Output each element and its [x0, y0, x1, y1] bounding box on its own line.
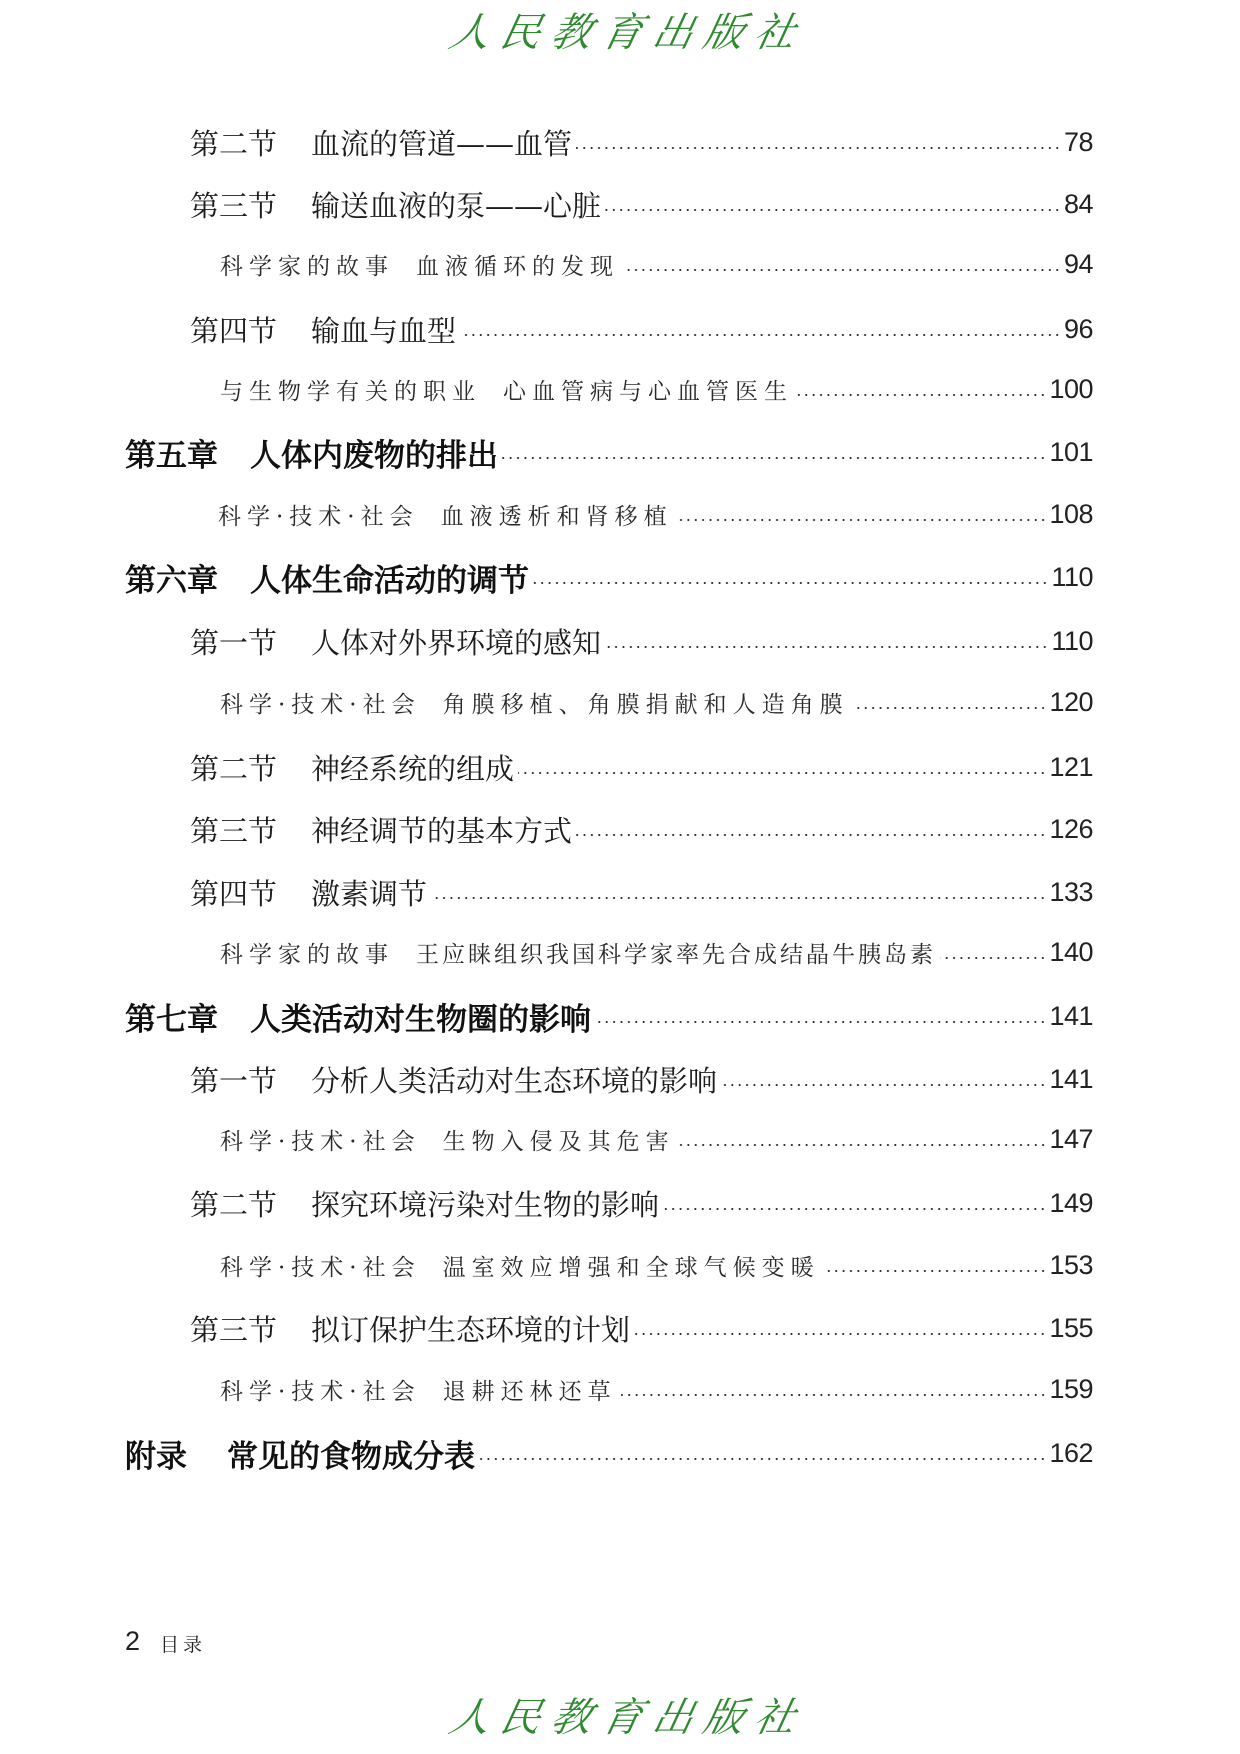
toc-entry-label [218, 498, 673, 531]
toc-entry-page: 94 [1063, 248, 1093, 279]
logo-char: 出 [648, 1695, 699, 1741]
toc-entry[interactable] [190, 809, 1093, 849]
toc-entry-number: 第三节 [190, 1312, 278, 1347]
toc-entry[interactable] [220, 1245, 1093, 1285]
toc-entry[interactable] [190, 309, 1093, 349]
dot-leader [518, 772, 1046, 774]
toc-entry-number: 科学·技术·社会 [218, 503, 419, 530]
logo-char: 育 [597, 1695, 648, 1741]
toc-entry-title: 心血管病与心血管医生 [503, 378, 793, 405]
logo-char: 人 [445, 1695, 495, 1741]
dot-leader [824, 1270, 1047, 1272]
toc-entry[interactable] [220, 1369, 1093, 1409]
toc-entry-number: 第二节 [190, 1187, 278, 1222]
toc-entry-number: 第六章 [125, 562, 218, 599]
toc-entry-page: 101 [1049, 436, 1093, 467]
toc-entry-page: 133 [1049, 876, 1093, 907]
toc-entry-number: 附录 [125, 1438, 187, 1475]
toc-entry[interactable] [190, 621, 1093, 661]
dot-leader [940, 957, 1046, 959]
toc-entry[interactable] [190, 747, 1093, 787]
toc-entry-number: 科学·技术·社会 [220, 1128, 421, 1155]
dot-leader [533, 582, 1048, 584]
toc-entry-number: 与生物学有关的职业 [220, 378, 481, 405]
toc-entry-label [190, 809, 572, 850]
logo-char: 育 [597, 10, 648, 56]
dot-leader [502, 457, 1046, 459]
toc-entry-number: 第二节 [190, 126, 278, 161]
toc-entry-label [190, 1183, 659, 1224]
toc-entry-title: 输送血液的泵——心脏 [311, 188, 602, 223]
toc-entry-page: 100 [1049, 373, 1093, 404]
toc-entry-label [190, 184, 601, 225]
toc-entry-title: 人体对外界环境的感知 [311, 625, 602, 660]
dot-leader [479, 1458, 1046, 1460]
toc-entry-title: 激素调节 [311, 876, 428, 911]
toc-entry-label [190, 621, 601, 662]
toc-entry-number: 科学·技术·社会 [220, 691, 421, 718]
toc-entry-title: 拟订保护生态环境的计划 [311, 1312, 631, 1347]
toc-entry-title: 血液透析和肾移植 [440, 503, 673, 530]
toc-entry-title: 人体生命活动的调节 [250, 562, 529, 599]
toc-entry-page: 110 [1051, 561, 1093, 592]
toc-entry[interactable] [190, 1059, 1093, 1099]
toc-entry-page: 84 [1063, 188, 1093, 219]
toc-entry-label [190, 309, 456, 350]
toc-entry-page: 96 [1063, 313, 1093, 344]
toc-entry[interactable] [220, 244, 1093, 284]
toc-chapter[interactable] [125, 996, 1093, 1036]
toc-entry-title: 常见的食物成分表 [227, 1438, 475, 1475]
toc-entry[interactable] [190, 872, 1093, 912]
publisher-logo-bottom [445, 1693, 801, 1743]
toc-entry[interactable] [220, 932, 1093, 972]
toc-entry-page: 121 [1049, 751, 1093, 782]
toc-entry[interactable] [220, 369, 1093, 409]
toc-entry-label [220, 248, 619, 281]
toc-entry-title: 人体内废物的排出 [250, 437, 498, 474]
toc-entry-page: 153 [1049, 1249, 1093, 1280]
toc-entry-page: 126 [1049, 813, 1093, 844]
dot-leader [460, 334, 1061, 336]
toc-entry-label [220, 936, 936, 969]
footer-page-number: 2 [125, 1626, 141, 1656]
toc-entry-page: 141 [1049, 1063, 1093, 1094]
toc-entry-title: 神经系统的组成 [311, 751, 515, 786]
logo-char: 社 [750, 1695, 800, 1741]
toc-entry-number: 第三节 [190, 188, 278, 223]
toc-entry-label [220, 1373, 617, 1406]
toc-entry-page: 147 [1049, 1123, 1093, 1154]
toc-entry-page: 78 [1063, 126, 1093, 157]
footer-section-label: 目录 [160, 1634, 207, 1656]
toc-entry-title: 神经调节的基本方式 [311, 813, 573, 848]
logo-char: 社 [750, 10, 800, 56]
dot-leader [634, 1333, 1046, 1335]
dot-leader [605, 646, 1048, 648]
toc-entry-label [220, 1249, 820, 1282]
toc-entry-page: 155 [1049, 1312, 1093, 1343]
dot-leader [576, 147, 1061, 149]
toc-entry-label [190, 747, 514, 788]
toc-entry-label [220, 686, 849, 719]
toc-entry-title: 角膜移植、角膜捐献和人造角膜 [442, 691, 849, 718]
toc-entry-number: 第三节 [190, 813, 278, 848]
toc-entry-number: 科学·技术·社会 [220, 1378, 421, 1405]
toc-entry-title: 温室效应增强和全球气候变暖 [442, 1254, 820, 1281]
toc-entry-label [125, 430, 498, 475]
dot-leader [677, 519, 1047, 521]
dot-leader [679, 1144, 1047, 1146]
toc-entry-number: 第五章 [125, 437, 218, 474]
toc-entry[interactable] [190, 1183, 1093, 1223]
publisher-logo-top [445, 8, 801, 58]
dot-leader [621, 1394, 1047, 1396]
dot-leader [431, 897, 1046, 899]
toc-entry-title: 人类活动对生物圈的影响 [250, 1001, 591, 1038]
toc-entry-number: 第二节 [190, 751, 278, 786]
toc-entry-title: 王应睐组织我国科学家率先合成结晶牛胰岛素 [416, 941, 936, 968]
toc-entry-number: 第一节 [190, 625, 278, 660]
toc-entry[interactable] [220, 1119, 1093, 1159]
toc-entry-page: 110 [1051, 625, 1093, 656]
dot-leader [605, 209, 1061, 211]
dot-leader [576, 834, 1046, 836]
toc-entry[interactable] [220, 682, 1093, 722]
toc-entry-label [190, 1308, 630, 1349]
toc-entry[interactable] [218, 494, 1093, 534]
logo-char: 民 [495, 1695, 546, 1741]
logo-char: 版 [699, 1695, 750, 1741]
toc-entry-label [220, 373, 793, 406]
toc-entry-label [125, 994, 591, 1039]
toc-chapter[interactable] [125, 432, 1093, 472]
dot-leader [721, 1084, 1046, 1086]
logo-char: 教 [546, 1695, 597, 1741]
toc-entry-title: 生物入侵及其危害 [442, 1128, 675, 1155]
toc-entry-number: 科学家的故事 [220, 253, 394, 280]
toc-entry-title: 退耕还林还草 [442, 1378, 617, 1405]
toc-entry-number: 第七章 [125, 1001, 218, 1038]
toc-entry-label [190, 1059, 717, 1100]
toc-entry-title: 血液循环的发现 [416, 253, 619, 280]
toc-entry-label [125, 1431, 475, 1476]
toc-entry-label [190, 872, 427, 913]
dot-leader [853, 707, 1047, 709]
toc-entry-number: 第四节 [190, 876, 278, 911]
toc-entry-title: 探究环境污染对生物的影响 [311, 1187, 660, 1222]
toc-entry-number: 第四节 [190, 313, 278, 348]
toc-entry-number: 科学家的故事 [220, 941, 394, 968]
toc-entry-title: 血流的管道——血管 [311, 126, 573, 161]
toc-entry-title: 分析人类活动对生态环境的影响 [311, 1063, 718, 1098]
toc-entry-number: 科学·技术·社会 [220, 1254, 421, 1281]
dot-leader [595, 1021, 1046, 1023]
toc-entry[interactable] [190, 122, 1093, 162]
logo-char: 版 [699, 10, 750, 56]
dot-leader [623, 269, 1061, 271]
toc-entry[interactable] [190, 1308, 1093, 1348]
dot-leader [663, 1208, 1046, 1210]
logo-char: 出 [648, 10, 699, 56]
toc-entry-label [190, 122, 572, 163]
toc-entry-page: 140 [1049, 936, 1093, 967]
toc-entry-page: 159 [1049, 1373, 1093, 1404]
logo-char: 教 [546, 10, 597, 56]
dot-leader [797, 394, 1046, 396]
toc-entry-page: 141 [1049, 1000, 1093, 1031]
toc-entry-number: 第一节 [190, 1063, 278, 1098]
logo-char: 人 [445, 10, 495, 56]
logo-char: 民 [495, 10, 546, 56]
toc-entry-title: 输血与血型 [311, 313, 457, 348]
toc-appendix[interactable] [125, 1433, 1093, 1473]
toc-entry-label [220, 1123, 675, 1156]
toc-entry-page: 149 [1049, 1187, 1093, 1218]
toc-entry[interactable] [190, 184, 1093, 224]
toc-entry-page: 120 [1049, 686, 1093, 717]
toc-chapter[interactable] [125, 557, 1093, 597]
toc-entry-page: 162 [1049, 1437, 1093, 1468]
toc-entry-page: 108 [1049, 498, 1093, 529]
toc-entry-label [125, 555, 529, 600]
